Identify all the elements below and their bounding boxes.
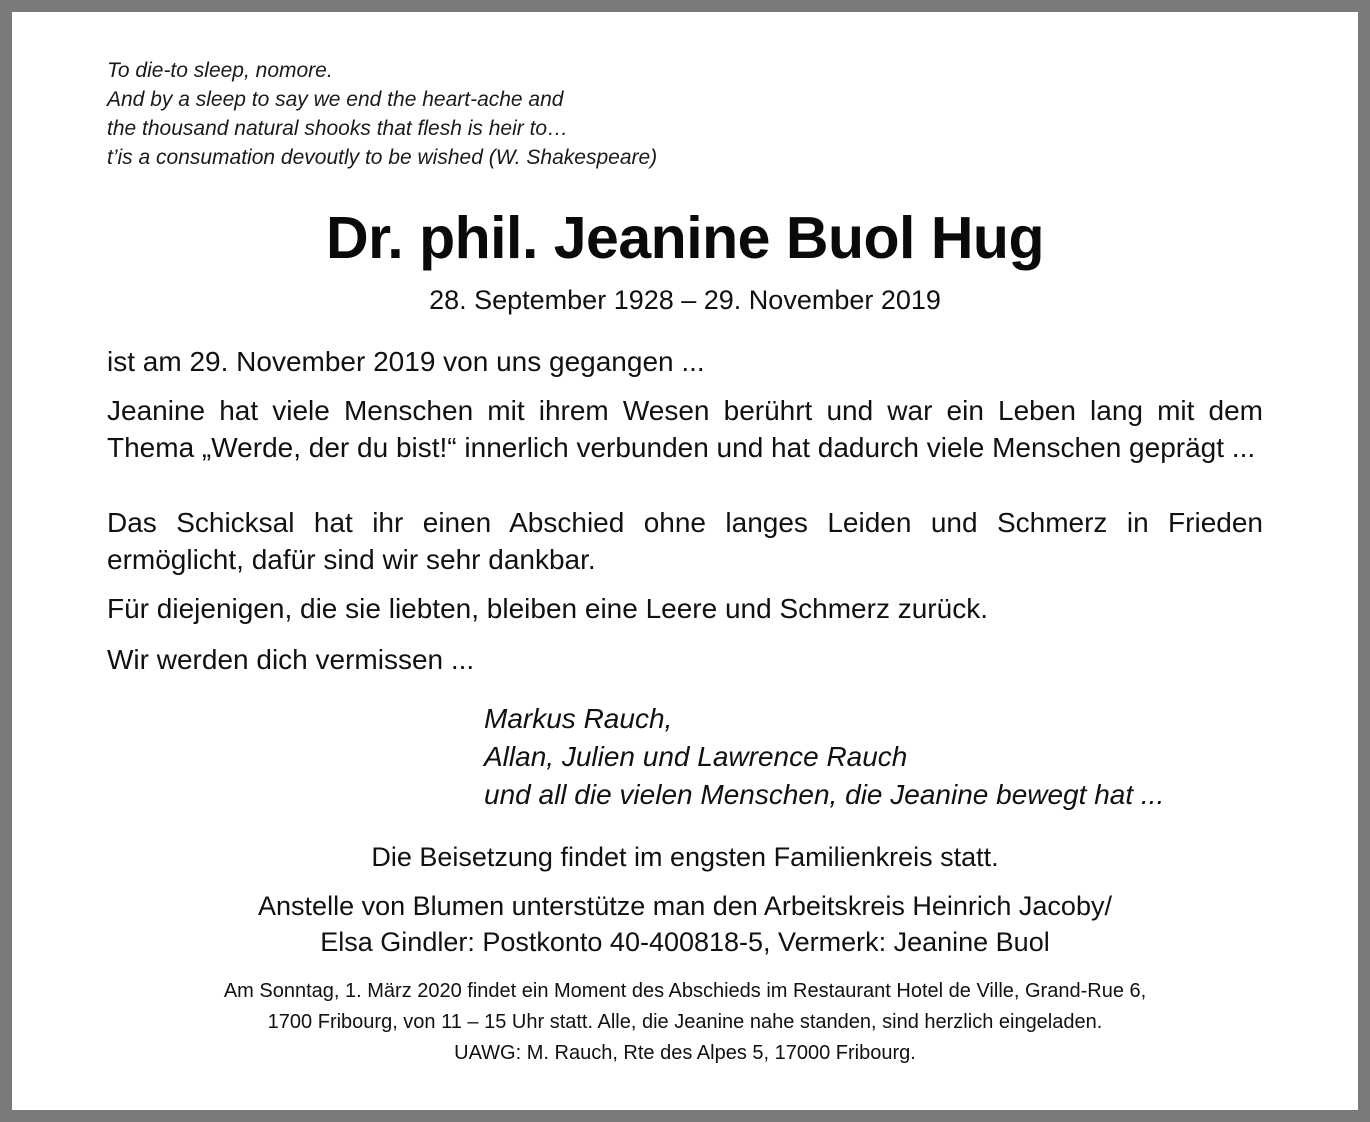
life-dates: 28. September 1928 – 29. November 2019: [429, 285, 941, 315]
signers-block: [484, 700, 1164, 814]
deceased-name: Dr. phil. Jeanine Buol Hug: [325, 205, 1045, 271]
paragraph-farewell: Das Schicksal hat ihr einen Abschied ohne langes Leiden und Schmerz in Frieden ermöglicht, dafür sind wir sehr dankbar.: [107, 507, 1263, 575]
obituary-page: [12, 12, 1358, 1110]
paragraph-tribute: Jeanine hat viele Menschen mit ihrem Wesen berührt und war ein Leben lang mit dem Thema „Werde, der du bist!“ innerlich verbunden und hat dadurch viele Menschen geprägt ...: [107, 395, 1263, 463]
signer-line: Allan, Julien und Lawrence Rauch: [484, 741, 908, 772]
quote-line: To die-to sleep, nomore.: [107, 59, 333, 82]
paragraph-miss-you: Wir werden dich vermissen ...: [107, 644, 475, 675]
signer-line: Markus Rauch,: [484, 703, 673, 734]
donation-line: Anstelle von Blumen unterstütze man den Arbeitskreis Heinrich Jacoby/: [258, 891, 1112, 921]
signer-line: und all die vielen Menschen, die Jeanine bewegt hat ...: [484, 779, 1165, 810]
burial-notice: Die Beisetzung findet im engsten Familienkreis statt.: [371, 842, 999, 872]
quote-line: And by a sleep to say we end the heart-ache and: [107, 88, 564, 111]
shakespeare-quote: [107, 56, 657, 172]
quote-line: t’is a consumation devoutly to be wished (W. Shakespeare): [107, 146, 658, 169]
event-line: 1700 Fribourg, von 11 – 15 Uhr statt. Alle, die Jeanine nahe standen, sind herzlich eingeladen.: [267, 1011, 1103, 1033]
donation-notice: [107, 888, 1263, 960]
paragraph-loss: Für diejenigen, die sie liebten, bleiben eine Leere und Schmerz zurück.: [107, 593, 988, 624]
donation-line: Elsa Gindler: Postkonto 40-400818-5, Vermerk: Jeanine Buol: [320, 927, 1050, 957]
event-line: Am Sonntag, 1. März 2020 findet ein Moment des Abschieds im Restaurant Hotel de Ville, Grand-Rue 6,: [223, 980, 1147, 1002]
rsvp-line: UAWG: M. Rauch, Rte des Alpes 5, 17000 Fribourg.: [454, 1042, 916, 1064]
memorial-event-notice: [107, 976, 1263, 1069]
paragraph-passed-away: ist am 29. November 2019 von uns gegangen ...: [107, 346, 705, 377]
quote-line: the thousand natural shooks that flesh is heir to…: [107, 117, 569, 140]
